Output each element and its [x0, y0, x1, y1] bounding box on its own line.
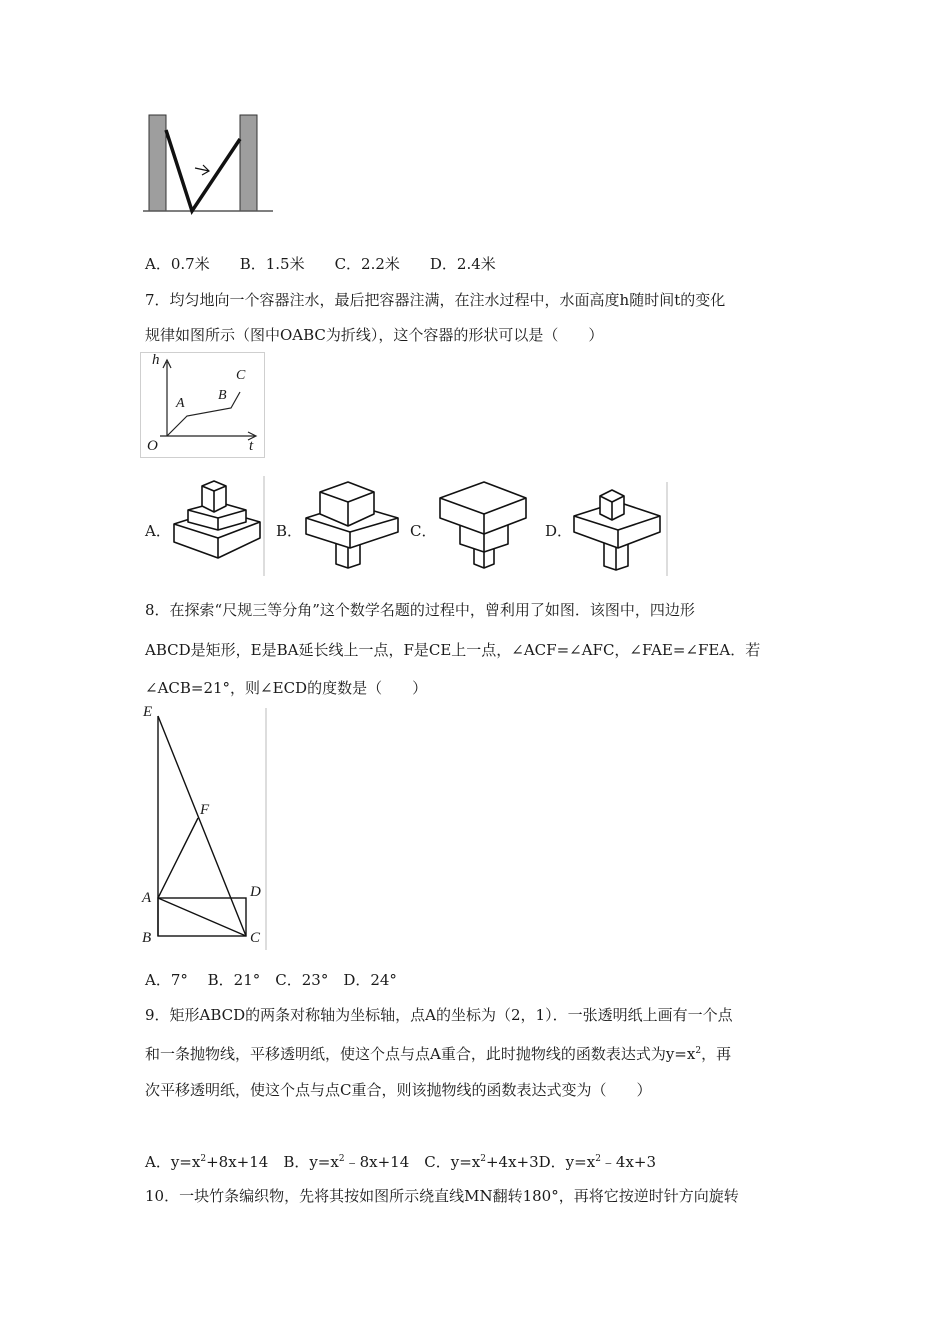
q8-text-line3: ∠ACB=21°，则∠ECD的度数是（ ）	[145, 679, 428, 697]
q8-label-f: F	[200, 802, 210, 818]
q8-text-line1: 8．在探索“尺规三等分角”这个数学名题的过程中，曾利用了如图．该图中，四边形	[145, 601, 695, 619]
q8-label-c: C	[250, 930, 261, 946]
point-a-label: A	[176, 396, 185, 411]
point-b-label: B	[218, 388, 227, 403]
q8-label-d: D	[250, 884, 261, 900]
ladder-figure	[140, 112, 276, 216]
axis-h-label: h	[152, 352, 160, 368]
q8-text-line2: ABCD是矩形，E是BA延长线上一点，F是CE上一点，∠ACF=∠AFC，∠FAE=∠FEA．若	[145, 641, 761, 659]
q8-label-e: E	[143, 704, 153, 720]
q8-label-a: A	[142, 890, 152, 906]
q9-text-line1: 9．矩形ABCD的两条对称轴为坐标轴，点A的坐标为（2，1）．一张透明纸上画有一个点	[145, 1006, 733, 1024]
q7-option-b-label: B．	[276, 522, 303, 540]
point-c-label: C	[236, 368, 246, 383]
q10-text-line1: 10．一块竹条编织物，先将其按如图所示绕直线MN翻转180°，再将它按逆时针方向旋转	[145, 1187, 739, 1205]
q6-options: A．0.7米 B．1.5米 C．2.2米 D．2.4米	[145, 255, 496, 273]
q7-option-a-label: A．	[145, 522, 171, 540]
axis-t-label: t	[249, 438, 254, 454]
origin-label: O	[147, 438, 158, 454]
q7-graph	[140, 352, 265, 458]
q7-option-a-container	[168, 476, 266, 576]
q8-figure	[140, 702, 270, 952]
q7-text-line1: 7．均匀地向一个容器注水，最后把容器注满，在注水过程中，水面高度h随时间t的变化	[145, 291, 726, 309]
q7-option-c-label: C．	[410, 522, 437, 540]
q7-option-d-container	[568, 478, 670, 576]
q7-option-c-container	[434, 478, 534, 572]
q9-text-line2: 和一条抛物线，平移透明纸，使这个点与点A重合，此时抛物线的函数表达式为$y=x^2$，再	[145, 1045, 732, 1063]
q7-option-b-container	[300, 478, 406, 572]
q9-options: A．$y=x^2+8x+14$ B．$y=x^2﹣8x+14$ C．$y=x^2+4x+3D$．$y=x^2﹣4x+3$	[145, 1153, 657, 1171]
q8-label-b: B	[142, 930, 152, 946]
q8-options: A．7° B．21° C．23° D．24°	[145, 971, 397, 989]
q7-option-d-label: D．	[545, 522, 573, 540]
q7-text-line2: 规律如图所示（图中OABC为折线），这个容器的形状可以是（ ）	[145, 326, 604, 344]
q9-text-line3: 次平移透明纸，使这个点与点C重合，则该抛物线的函数表达式变为（ ）	[145, 1081, 652, 1099]
